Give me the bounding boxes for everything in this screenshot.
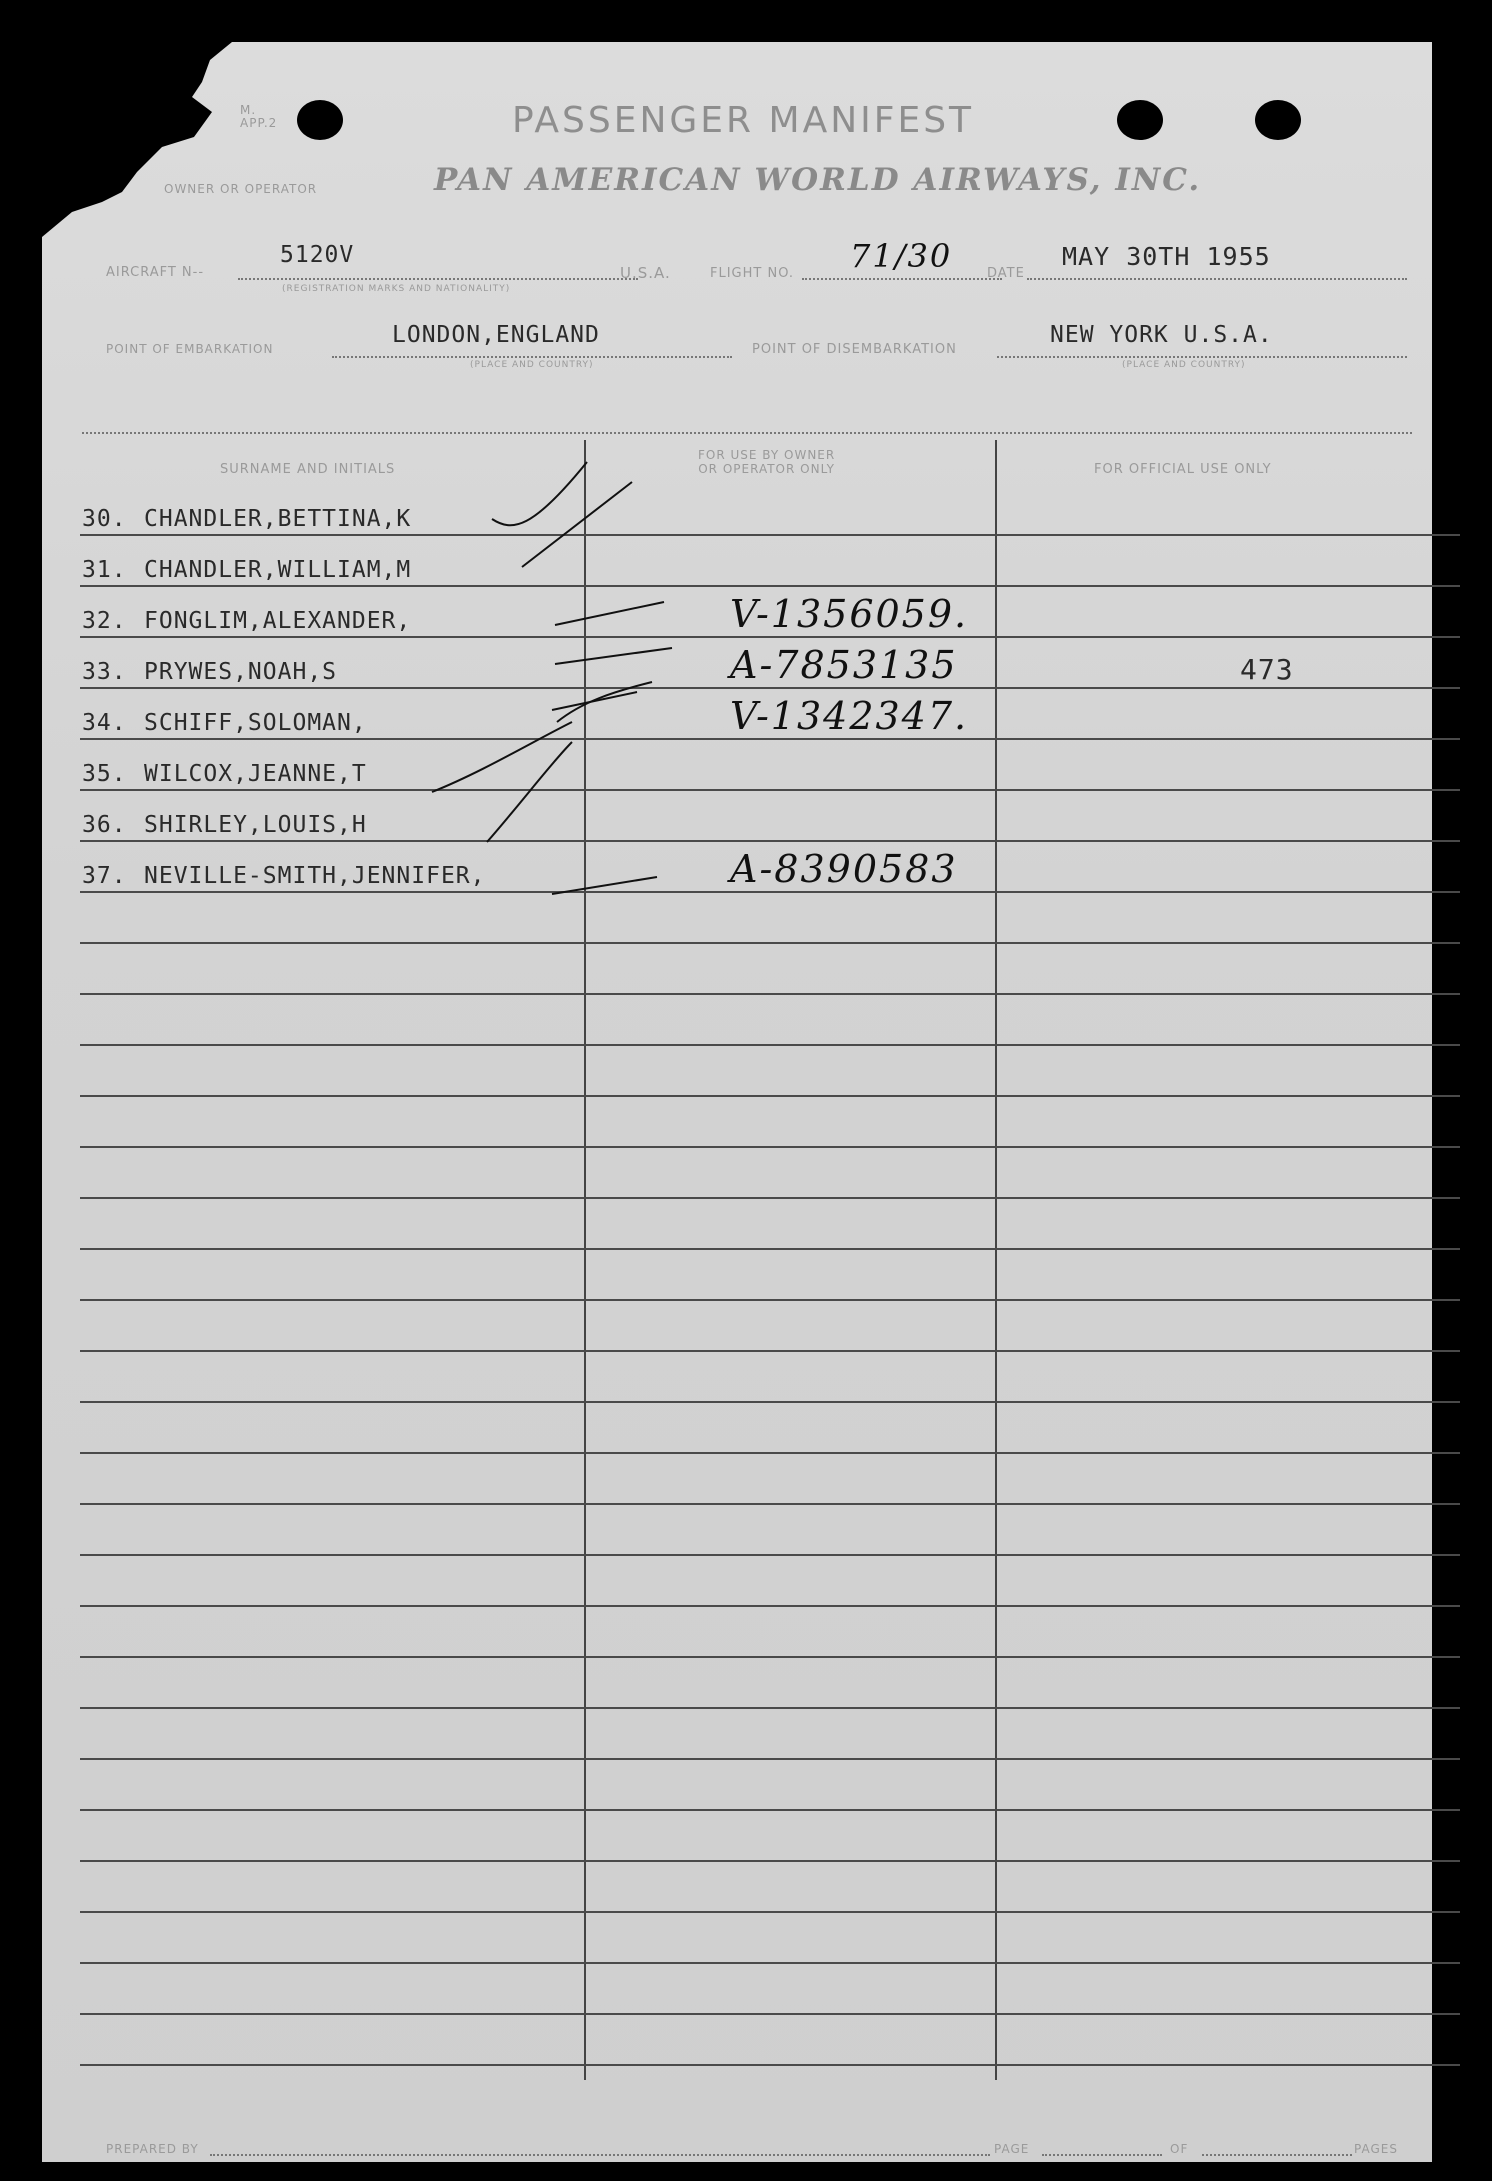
usa-label: U.S.A.: [620, 264, 671, 282]
passenger-surname-initials: FONGLIM,ALEXANDER,: [144, 608, 412, 634]
date-value: MAY 30TH 1955: [1062, 242, 1271, 271]
of-line: [1202, 2154, 1352, 2156]
airline-name: PAN AMERICAN WORLD AIRWAYS, INC.: [434, 162, 1202, 198]
passenger-number: 32.: [82, 608, 127, 634]
column-header-owner: FOR USE BY OWNER OR OPERATOR ONLY: [698, 448, 836, 476]
page-title: PASSENGER MANIFEST: [512, 100, 975, 141]
disembark-caption: (PLACE AND COUNTRY): [1122, 360, 1246, 370]
passport-number: A-7853135: [730, 643, 958, 687]
flight-label: FLIGHT NO.: [710, 266, 795, 281]
passenger-number: 36.: [82, 812, 127, 838]
registration-caption: (REGISTRATION MARKS AND NATIONALITY): [282, 284, 511, 294]
embark-caption: (PLACE AND COUNTRY): [470, 360, 594, 370]
page-line: [1042, 2154, 1162, 2156]
passenger-number: 33.: [82, 659, 127, 685]
handwritten-check-marks: [42, 42, 1432, 2162]
passenger-number: 34.: [82, 710, 127, 736]
official-use-value: 473: [1240, 653, 1294, 686]
passport-number: V-1342347.: [730, 694, 969, 738]
flight-value: 71/30: [850, 237, 953, 275]
passenger-number: 37.: [82, 863, 127, 889]
passenger-surname-initials: SCHIFF,SOLOMAN,: [144, 710, 367, 736]
passenger-surname-initials: CHANDLER,WILLIAM,M: [144, 557, 412, 583]
of-label: OF: [1170, 2142, 1189, 2156]
aircraft-value: 5120V: [280, 242, 355, 268]
column-header-official: FOR OFFICIAL USE ONLY: [1094, 462, 1272, 477]
passenger-surname-initials: WILCOX,JEANNE,T: [144, 761, 367, 787]
embark-value: LONDON,ENGLAND: [392, 322, 600, 348]
form-code: M. APP.2: [240, 103, 278, 130]
passport-number: A-8390583: [730, 847, 958, 891]
manifest-page: [42, 42, 1432, 2162]
passport-number: V-1356059.: [730, 592, 969, 636]
owner-label: OWNER OR OPERATOR: [164, 182, 318, 196]
aircraft-label: AIRCRAFT N--: [106, 265, 205, 280]
column-header-name: SURNAME AND INITIALS: [220, 462, 396, 477]
passenger-surname-initials: CHANDLER,BETTINA,K: [144, 506, 412, 532]
passenger-number: 30.: [82, 506, 127, 532]
passenger-surname-initials: PRYWES,NOAH,S: [144, 659, 338, 685]
disembark-label: POINT OF DISEMBARKATION: [752, 342, 957, 357]
pages-label: PAGES: [1354, 2142, 1398, 2156]
passenger-surname-initials: NEVILLE-SMITH,JENNIFER,: [144, 863, 486, 889]
passenger-surname-initials: SHIRLEY,LOUIS,H: [144, 812, 367, 838]
disembark-value: NEW YORK U.S.A.: [1050, 322, 1273, 348]
passenger-number: 31.: [82, 557, 127, 583]
embark-label: POINT OF EMBARKATION: [106, 342, 274, 356]
prepared-by-label: PREPARED BY: [106, 2142, 199, 2156]
prepared-by-line: [210, 2154, 990, 2156]
passenger-number: 35.: [82, 761, 127, 787]
date-label: DATE: [987, 266, 1025, 281]
page-label: PAGE: [994, 2142, 1030, 2156]
